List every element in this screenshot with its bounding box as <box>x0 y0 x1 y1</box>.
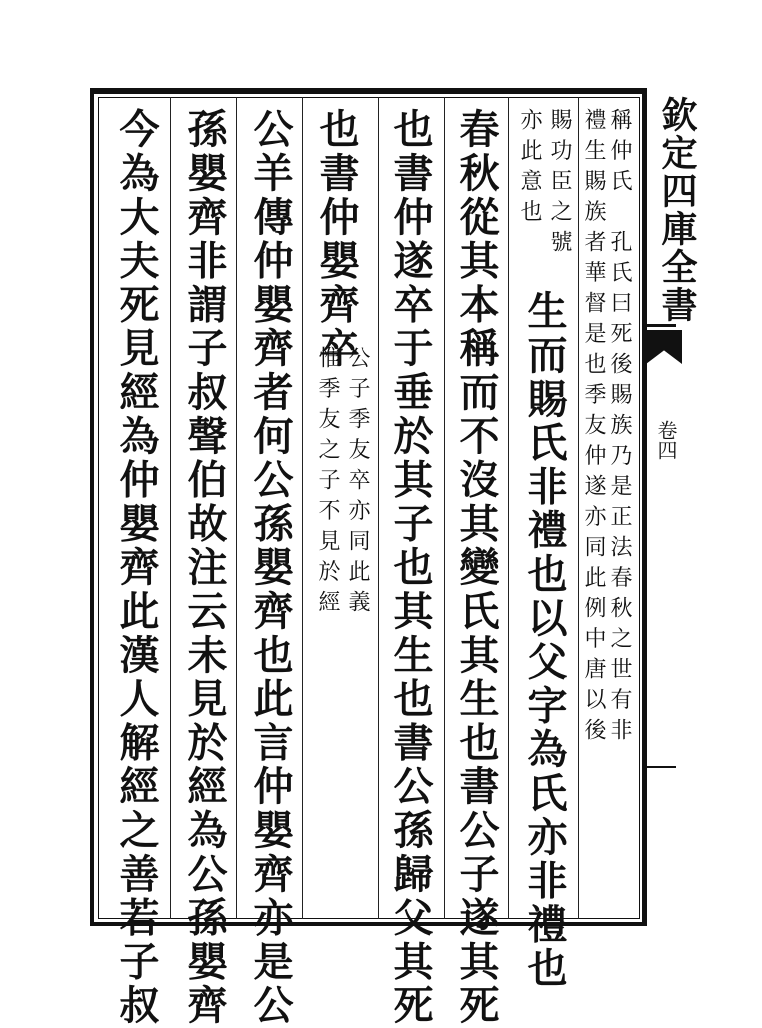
note-column: 賜功臣之號 <box>547 108 572 261</box>
margin-title: 欽定四庫全書 <box>656 96 698 324</box>
text-column: 也書仲遂卒于垂於其子也其生也書公孫歸父其死 <box>387 108 434 1028</box>
margin-rule <box>646 324 676 327</box>
fishtail-mark <box>646 330 682 364</box>
margin-line <box>646 88 647 926</box>
column-rule <box>236 97 237 919</box>
note-column: 惟季友之子不見於經 <box>315 346 340 621</box>
margin-rule <box>646 766 676 768</box>
note-column: 公子季友卒亦同此義 <box>345 346 370 621</box>
column-rule <box>378 97 379 919</box>
column-rule <box>508 97 509 919</box>
text-column: 今為大夫死見經為仲嬰齊此漢人解經之善若子叔 <box>113 108 160 1028</box>
note-column: 禮生賜族者華督是也季友仲遂亦同此例中唐以後 <box>581 108 606 749</box>
note-column: 稱仲氏 孔氏曰死後賜族乃是正法春秋之世有非 <box>607 108 632 749</box>
column-rule <box>444 97 445 919</box>
text-column: 生而賜氏非禮也以父字為氏亦非禮也 <box>521 290 568 991</box>
text-column: 公羊傳仲嬰齊者何公孫嬰齊也此言仲嬰齊亦是公 <box>247 108 294 1028</box>
margin-juan-number: 卷四 <box>654 420 678 460</box>
note-column: 亦此意也 <box>517 108 542 230</box>
column-rule <box>578 97 579 919</box>
text-column: 也書仲嬰齊卒 <box>313 108 360 371</box>
column-rule <box>170 97 171 919</box>
text-column: 春秋從其本稱而不沒其變氏其生也書公子遂其死 <box>453 108 500 1028</box>
text-column: 孫嬰齊非謂子叔聲伯故注云未見於經為公孫嬰齊 <box>181 108 228 1028</box>
column-rule <box>302 97 303 919</box>
